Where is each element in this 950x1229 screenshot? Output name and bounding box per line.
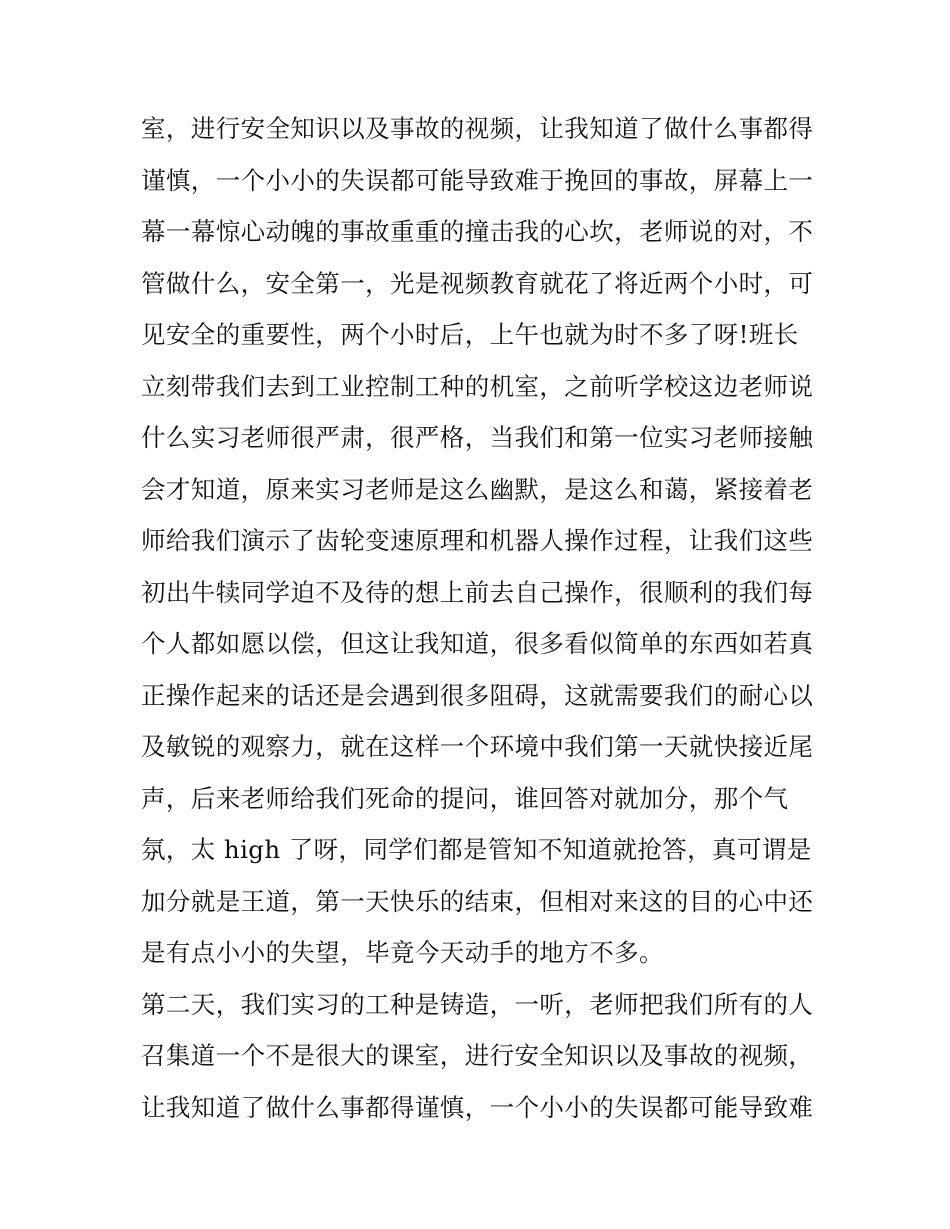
text-line: 个人都如愿以偿，但这让我知道，很多看似简单的东西如若真 xyxy=(141,629,814,658)
text-line: 初出牛犊同学迫不及待的想上前去自己操作，很顺利的我们每 xyxy=(141,577,814,607)
text-line: 会才知道，原来实习老师是这么幽默，是这么和蔼，紧接着老 xyxy=(141,474,814,504)
text-line: 召集道一个不是很大的课室，进行安全知识以及事故的视频， xyxy=(141,1041,814,1070)
text-line: 正操作起来的话还是会遇到很多阻碍，这就需要我们的耐心以 xyxy=(141,680,814,710)
text-line: 室，进行安全知识以及事故的视频，让我知道了做什么事都得 xyxy=(141,114,814,143)
text-line: 管做什么，安全第一，光是视频教育就花了将近两个小时，可 xyxy=(141,268,814,298)
text-line: 加分就是王道，第一天快乐的结束，但相对来这的目的心中还 xyxy=(141,886,814,916)
text-line: 什么实习老师很严肃，很严格，当我们和第一位实习老师接触 xyxy=(141,423,814,452)
text-line: 立刻带我们去到工业控制工种的机室，之前听学校这边老师说 xyxy=(141,371,814,401)
text-line: 第二天，我们实习的工种是铸造，一听，老师把我们所有的人 xyxy=(141,989,814,1019)
text-line: 幕一幕惊心动魄的事故重重的撞击我的心坎，老师说的对，不 xyxy=(141,217,814,246)
text-line: 氛，太 high 了呀，同学们都是管知不知道就抢答，真可谓是 xyxy=(141,835,812,864)
text-line: 谨慎，一个小小的失误都可能导致难于挽回的事故，屏幕上一 xyxy=(141,165,814,195)
text-line: 见安全的重要性，两个小时后，上午也就为时不多了呀!班长 xyxy=(141,320,799,349)
text-line: 师给我们演示了齿轮变速原理和机器人操作过程，让我们这些 xyxy=(141,526,814,555)
text-line: 及敏锐的观察力，就在这样一个环境中我们第一天就快接近尾 xyxy=(141,732,814,761)
text-line: 让我知道了做什么事都得谨慎，一个小小的失误都可能导致难 xyxy=(141,1092,814,1122)
text-line: 声，后来老师给我们死命的提问，谁回答对就加分，那个气 xyxy=(141,783,789,813)
text-line: 是有点小小的失望，毕竟今天动手的地方不多。 xyxy=(141,938,664,967)
body-text xyxy=(141,109,821,1139)
